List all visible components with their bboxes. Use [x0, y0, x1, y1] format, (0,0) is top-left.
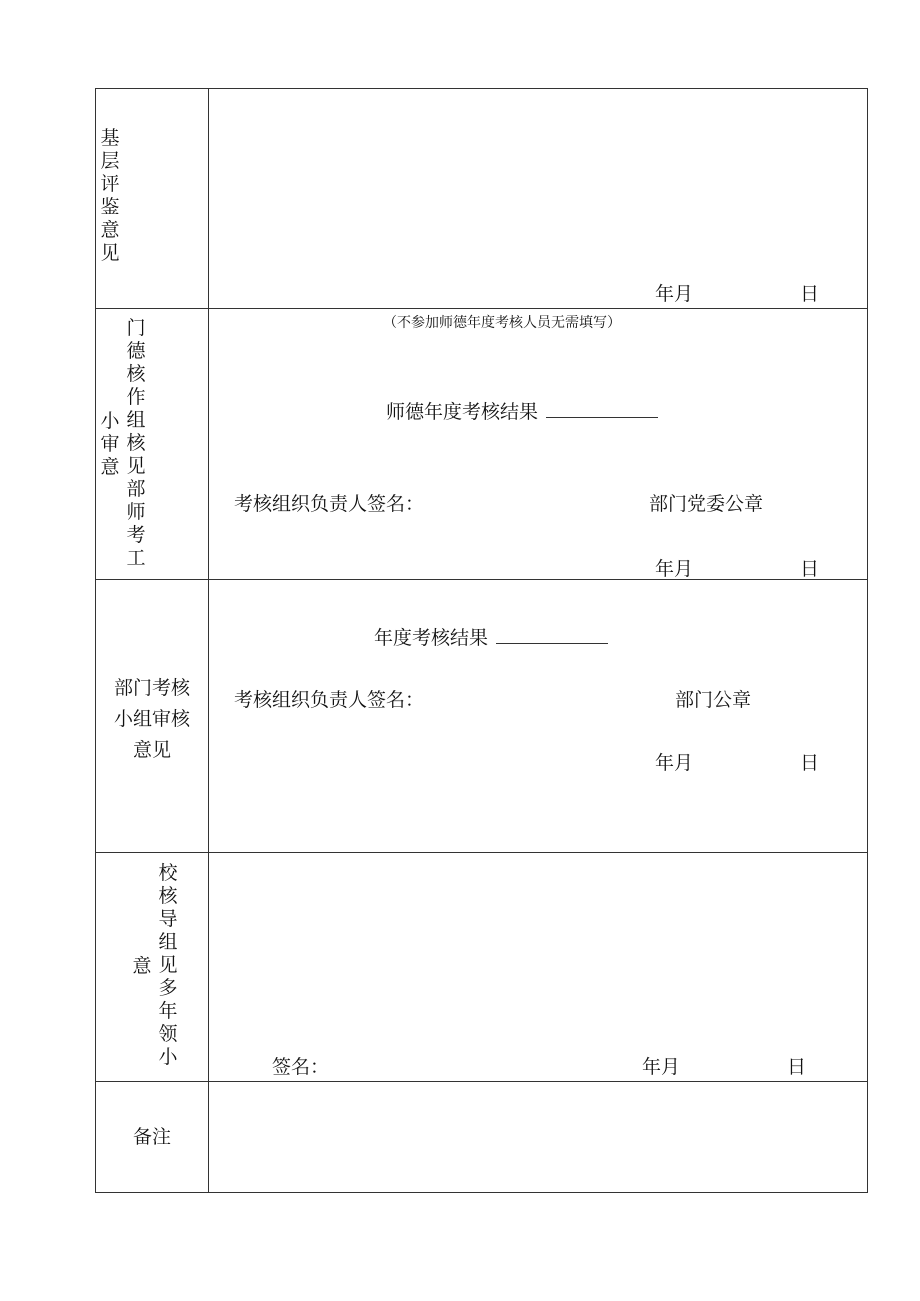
- label-char: 部: [126, 478, 146, 500]
- school-content[interactable]: [209, 853, 867, 1081]
- label-char: 审: [100, 433, 120, 455]
- remarks-content[interactable]: [209, 1082, 867, 1193]
- label-char: 师: [126, 501, 146, 523]
- label-char: 门: [126, 317, 146, 339]
- row-basic-opinion: [96, 89, 867, 309]
- label-char: 校: [158, 862, 178, 884]
- date-day: 日: [787, 1056, 807, 1078]
- ethics-note: （不参加师德年度考核人员无需填写）: [383, 315, 621, 331]
- label-char: 见: [158, 954, 178, 976]
- date-day: 日: [800, 752, 820, 774]
- label-char: 评: [100, 173, 120, 195]
- ethics-content[interactable]: [209, 309, 867, 579]
- label-char: 见: [100, 242, 120, 264]
- dept-content[interactable]: [209, 580, 867, 852]
- date-day: 日: [800, 558, 820, 580]
- school-label-cell: [96, 853, 209, 1081]
- ethics-seal-label: 部门党委公章: [649, 493, 764, 515]
- date-year-month: 年月: [655, 752, 694, 774]
- school-label-col2: [157, 862, 179, 1069]
- remarks-label: 备注: [132, 1126, 171, 1148]
- label-char: 核: [126, 432, 146, 454]
- label-char: 多: [158, 977, 178, 999]
- dept-result-blank[interactable]: [496, 627, 608, 644]
- dept-label-cell: [96, 580, 209, 852]
- basic-opinion-label-cell: [96, 89, 209, 308]
- label-char: 意: [100, 456, 120, 478]
- label-char: 作: [126, 386, 146, 408]
- label-char: 层: [100, 150, 120, 172]
- ethics-result-blank[interactable]: [546, 401, 658, 418]
- dept-seal-label: 部门公章: [675, 689, 752, 711]
- dept-label-line2: 小组审核: [113, 708, 190, 730]
- label-char: 领: [158, 1023, 178, 1045]
- row-ethics-review: [96, 309, 867, 580]
- label-char: 考: [126, 524, 146, 546]
- school-sign-label: 签名：: [272, 1056, 330, 1078]
- row-dept-review: [96, 580, 867, 853]
- label-char: 基: [100, 127, 120, 149]
- date-year-month: 年月: [642, 1056, 681, 1078]
- label-char: 见: [126, 455, 146, 477]
- ethics-label-col1: [99, 410, 121, 479]
- assessment-form-table: [95, 88, 868, 1193]
- dept-result-label: 年度考核结果: [374, 627, 489, 649]
- ethics-result-line: [386, 400, 658, 424]
- ethics-label-col2: [125, 317, 147, 570]
- label-char: 导: [158, 908, 178, 930]
- label-char: 意: [132, 955, 152, 977]
- label-char: 鉴: [100, 196, 120, 218]
- label-char: 小: [100, 410, 120, 432]
- basic-opinion-content[interactable]: [209, 89, 867, 308]
- date-year-month: 年月: [655, 283, 694, 305]
- dept-result-line: [374, 626, 608, 650]
- ethics-label-cell: [96, 309, 209, 579]
- ethics-result-label: 师德年度考核结果: [386, 401, 539, 423]
- label-char: 核: [158, 885, 178, 907]
- school-label-col1: [131, 955, 153, 978]
- basic-opinion-label: [99, 127, 121, 265]
- label-char: 组: [126, 409, 146, 431]
- label-char: 德: [126, 340, 146, 362]
- remarks-label-cell: [96, 1082, 209, 1193]
- row-school-review: [96, 853, 867, 1082]
- row-remarks: [96, 1082, 867, 1193]
- label-char: 核: [126, 363, 146, 385]
- date-year-month: 年月: [655, 558, 694, 580]
- label-char: 小: [158, 1046, 178, 1068]
- ethics-sign-label: 考核组织负责人签名：: [234, 493, 425, 515]
- label-char: 组: [158, 931, 178, 953]
- label-char: 年: [158, 1000, 178, 1022]
- dept-sign-label: 考核组织负责人签名：: [234, 689, 425, 711]
- date-day: 日: [800, 283, 820, 305]
- dept-label-line3: 意见: [132, 739, 171, 761]
- label-char: 工: [126, 547, 146, 569]
- label-char: 意: [100, 219, 120, 241]
- dept-label-line1: 部门考核: [113, 677, 190, 699]
